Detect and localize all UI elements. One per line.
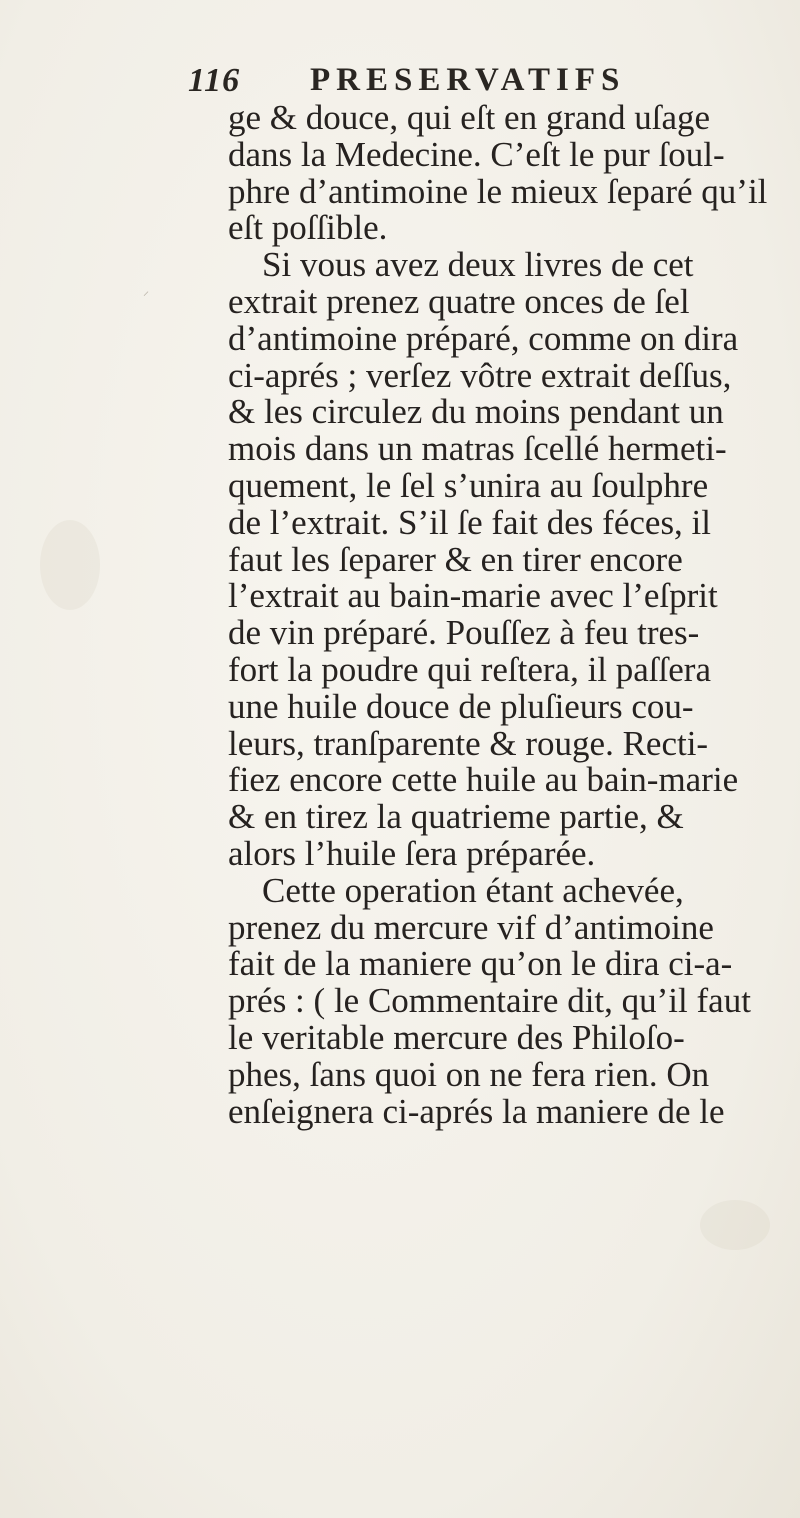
text-line: une huile douce de pluſieurs cou- bbox=[228, 686, 694, 726]
text-line: & les circulez du moins pendant un bbox=[228, 392, 724, 432]
body-text bbox=[228, 100, 788, 1130]
text-line: phes, ſans quoi on ne fera rien. On bbox=[228, 1054, 710, 1094]
text-line: le veritable mercure des Philoſo- bbox=[228, 1017, 685, 1057]
text-line: Si vous avez deux livres de cet bbox=[262, 245, 694, 285]
text-line: de vin préparé. Pouſſez à feu tres- bbox=[228, 613, 700, 653]
text-line: fait de la maniere qu’on le dira ci-a- bbox=[228, 944, 733, 984]
text-line: de l’extrait. S’il ſe fait des féces, il bbox=[228, 502, 712, 542]
running-head: PRESERVATIFS bbox=[310, 62, 626, 98]
text-line: prés : ( le Commentaire dit, qu’il faut bbox=[228, 981, 751, 1021]
text-line: ge & douce, qui eſt en grand uſage bbox=[228, 98, 711, 137]
paper-stain bbox=[40, 520, 100, 610]
text-line: alors l’huile ſera préparée. bbox=[228, 833, 596, 873]
text-line: d’antimoine préparé, comme on dira bbox=[228, 318, 739, 358]
text-line: Cette operation étant achevée, bbox=[262, 870, 684, 910]
text-line: ci-aprés ; verſez vôtre extrait deſſus, bbox=[228, 355, 732, 395]
text-line: quement, le ſel s’unira au ſoulphre bbox=[228, 465, 709, 505]
text-line: eſt poſſible. bbox=[228, 208, 388, 248]
text-line: fiez encore cette huile au bain-marie bbox=[228, 760, 739, 800]
text-line: mois dans un matras ſcellé hermeti- bbox=[228, 429, 727, 469]
text-line: enſeignera ci-aprés la maniere de le bbox=[228, 1091, 725, 1131]
paper-stain bbox=[700, 1200, 770, 1250]
text-line: faut les ſeparer & en tirer encore bbox=[228, 539, 683, 579]
text-line: leurs, tranſparente & rouge. Recti- bbox=[228, 723, 709, 763]
text-line: prenez du mercure vif d’antimoine bbox=[228, 907, 714, 947]
page-number: 116 bbox=[188, 62, 241, 99]
text-line: dans la Medecine. C’eſt le pur ſoul- bbox=[228, 134, 725, 174]
margin-mark: ⸍ bbox=[143, 289, 150, 303]
text-line: l’extrait au bain-marie avec l’eſprit bbox=[228, 576, 718, 616]
text-line: fort la poudre qui reſtera, il paſſera bbox=[228, 649, 711, 689]
text-line: extrait prenez quatre onces de ſel bbox=[228, 281, 690, 321]
text-line: phre d’antimoine le mieux ſeparé qu’il bbox=[228, 171, 768, 211]
text-line: & en tirez la quatrieme partie, & bbox=[228, 797, 684, 837]
